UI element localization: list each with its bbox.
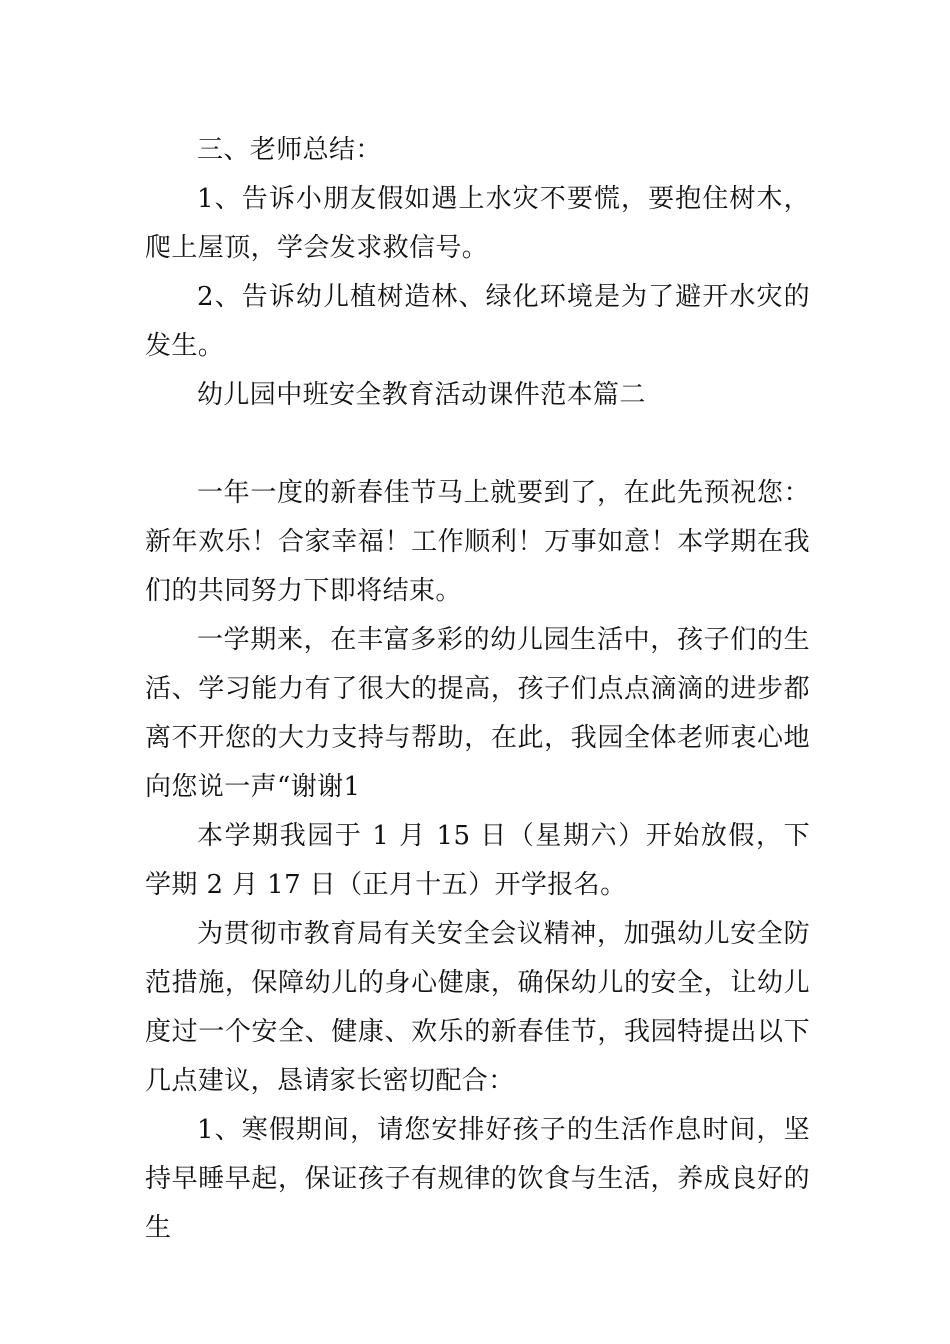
paragraph-semester-thanks: 一学期来，在丰富多彩的幼儿园生活中，孩子们的生活、学习能力有了很大的提高，孩子们点点滴滴的进步都离不开您的大力支持与帮助，在此，我园全体老师衷心地向您说一声“谢谢1 bbox=[145, 625, 810, 802]
document-body bbox=[145, 126, 810, 1253]
article-title: 幼儿园中班安全教育活动课件范本篇二 bbox=[197, 380, 646, 410]
paragraph-flood-advice: 1、告诉小朋友假如遇上水灾不要慌，要抱住树木，爬上屋顶，学会发求救信号。 bbox=[145, 184, 810, 263]
paragraph-tree-planting: 2、告诉幼儿植树造林、绿化环境是为了避开水灾的发生。 bbox=[145, 282, 810, 361]
paragraph-holiday-dates: 本学期我园于 1 月 15 日（星期六）开始放假，下学期 2 月 17 日（正月十五）开学报名。 bbox=[145, 821, 810, 900]
section-heading-teacher-summary: 三、老师总结： bbox=[197, 135, 382, 165]
paragraph-suggestion-1: 1、寒假期间，请您安排好孩子的生活作息时间，坚持早睡早起，保证孩子有规律的饮食与生活，养成良好的生 bbox=[145, 1115, 810, 1243]
paragraph-new-year-greeting: 一年一度的新春佳节马上就要到了，在此先预祝您：新年欢乐！合家幸福！工作顺利！万事如意！本学期在我们的共同努力下即将结束。 bbox=[145, 478, 810, 606]
paragraph-safety-suggestions: 为贯彻市教育局有关安全会议精神，加强幼儿安全防范措施，保障幼儿的身心健康，确保幼儿的安全，让幼儿度过一个安全、健康、欢乐的新春佳节，我园特提出以下几点建议，恳请家长密切配合： bbox=[145, 919, 810, 1096]
